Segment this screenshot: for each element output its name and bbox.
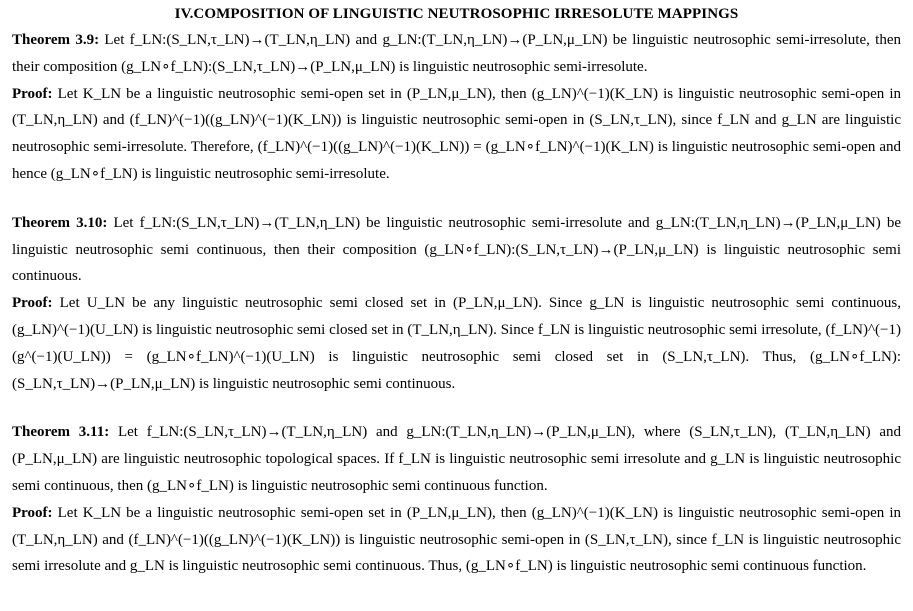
proof-3-10-label: Proof: [12, 295, 53, 312]
theorem-3-9 [12, 27, 901, 81]
proof-3-11-label: Proof: [12, 504, 53, 521]
theorem-3-11-text: Let f_LN:(S_LN,τ_LN)→(T_LN,η_LN) and g_LN:(T_LN,η_LN)→(P_LN,μ_LN), where (S_LN,τ_LN), (T_LN,η_LN) and (P_LN,μ_LN) are linguistic neutrosophic topological spaces. If f_LN is linguistic neutrosophic semi irresolute and g_LN is linguistic neutrosophic semi continuous, then (g_LN∘f_LN) is linguistic neutrosophic semi continuous function. [12, 424, 901, 494]
spacer [12, 188, 901, 210]
spacer [12, 397, 901, 419]
theorem-3-10-text: Let f_LN:(S_LN,τ_LN)→(T_LN,η_LN) be linguistic neutrosophic semi-irresolute and g_LN:(T_LN,η_LN)→(P_LN,μ_LN) be linguistic neutrosophic semi continuous, then their composition (g_LN∘f_LN):(S_LN,τ_LN)→(P_LN,μ_LN) is linguistic neutrosophic semi continuous. [12, 214, 901, 285]
theorem-3-9-text: Let f_LN:(S_LN,τ_LN)→(T_LN,η_LN) and g_LN:(T_LN,η_LN)→(P_LN,μ_LN) be linguistic neutrosophic semi-irresolute, then their composition (g_LN∘f_LN):(S_LN,τ_LN)→(P_LN,μ_LN) is linguistic neutrosophic semi-irresolute. [12, 32, 901, 75]
theorem-3-10 [12, 210, 901, 290]
proof-3-9-text: Let K_LN be a linguistic neutrosophic semi-open set in (P_LN,μ_LN), then (g_LN)^(−1)(K_LN) is linguistic neutrosophic semi-open in (T_LN,η_LN) and (f_LN)^(−1)((g_LN)^(−1)(K_LN)) is linguistic neutrosophic semi-open in (S_LN,τ_LN), since f_LN and g_LN are linguistic neutrosophic semi-irresolute. Therefore, (f_LN)^(−1)((g_LN)^(−1)(K_LN)) = (g_LN∘f_LN)^(−1)(K_LN) is linguistic neutrosophic semi-open and hence (g_LN∘f_LN) is linguistic neutrosophic semi-irresolute. [12, 85, 901, 182]
theorem-3-11 [12, 419, 901, 499]
proof-3-10-text: Let U_LN be any linguistic neutrosophic semi closed set in (P_LN,μ_LN). Since g_LN is linguistic neutrosophic semi continuous, (g_LN)^(−1)(U_LN) is linguistic neutrosophic semi closed set in (T_LN,η_LN). Since f_LN is linguistic neutrosophic semi irresolute, (f_LN)^(−1)(g^(−1)(U_LN)) = (g_LN∘f_LN)^(−1)(U_LN) is linguistic neutrosophic semi closed set in (S_LN,τ_LN). Thus, (g_LN∘f_LN):(S_LN,τ_LN)→(P_LN,μ_LN) is linguistic neutrosophic semi continuous. [12, 295, 901, 392]
proof-3-9-label: Proof: [12, 85, 53, 102]
section-title: IV.COMPOSITION OF LINGUISTIC NEUTROSOPHIC IRRESOLUTE MAPPINGS [174, 6, 739, 22]
proof-3-9 [12, 81, 901, 188]
theorem-3-11-label: Theorem 3.11: [12, 424, 110, 441]
proof-3-11 [12, 500, 901, 580]
theorem-3-9-label: Theorem 3.9: [12, 32, 100, 48]
proof-3-10 [12, 290, 901, 397]
proof-3-11-text: Let K_LN be a linguistic neutrosophic semi-open set in (P_LN,μ_LN), then (g_LN)^(−1)(K_LN) is linguistic neutrosophic semi-open in (T_LN,η_LN) and (f_LN)^(−1)((g_LN)^(−1)(K_LN)) is linguistic neutrosophic semi-open in (S_LN,τ_LN), since f_LN is linguistic neutrosophic semi irresolute and g_LN is linguistic neutrosophic semi continuous. Thus, (g_LN∘f_LN) is linguistic neutrosophic semi continuous function. [12, 504, 901, 575]
theorem-3-10-label: Theorem 3.10: [12, 214, 108, 231]
